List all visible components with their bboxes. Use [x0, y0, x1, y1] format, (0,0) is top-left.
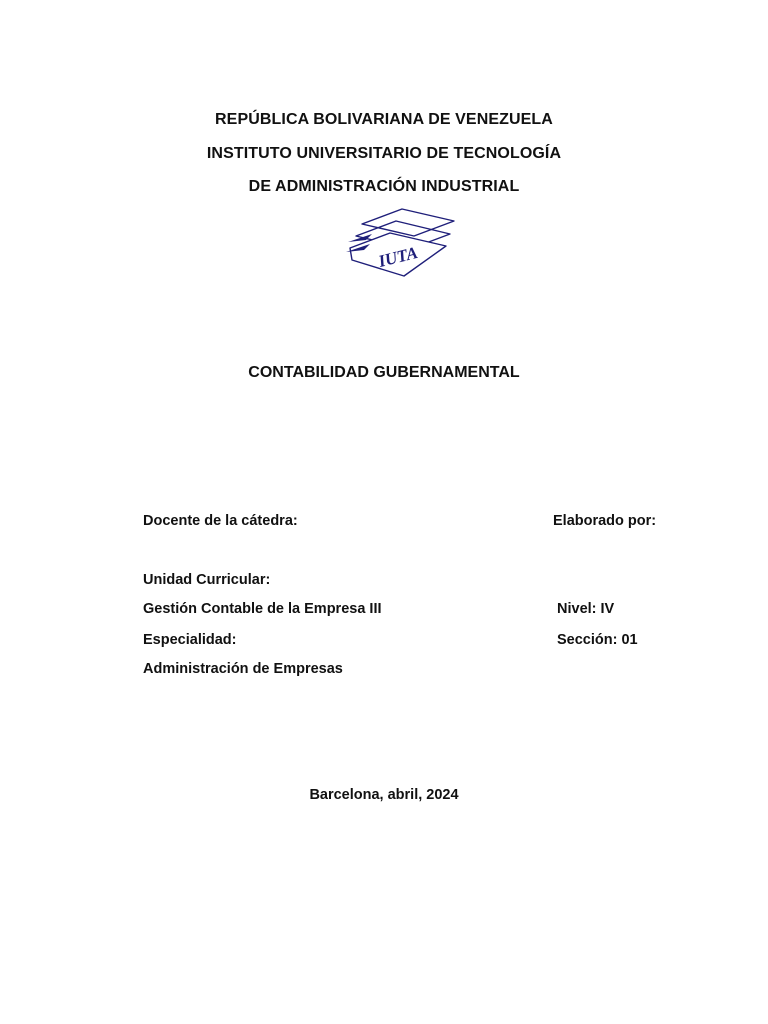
- seccion-value: Sección: 01: [557, 632, 638, 648]
- unidad-curricular-value: Gestión Contable de la Empresa III: [143, 601, 382, 617]
- document-title: CONTABILIDAD GUBERNAMENTAL: [248, 364, 520, 381]
- place-date: Barcelona, abril, 2024: [309, 787, 459, 803]
- header-line-administration: DE ADMINISTRACIÓN INDUSTRIAL: [248, 178, 520, 195]
- especialidad-label: Especialidad:: [143, 632, 237, 648]
- logo-text: IUTA: [376, 242, 420, 272]
- especialidad-value: Administración de Empresas: [143, 661, 343, 677]
- iuta-logo: [342, 204, 460, 282]
- elaborado-label: Elaborado por:: [553, 513, 657, 529]
- header-line-institute: INSTITUTO UNIVERSITARIO DE TECNOLOGÍA: [206, 145, 562, 162]
- docente-label: Docente de la cátedra:: [143, 513, 298, 529]
- unidad-curricular-label: Unidad Curricular:: [143, 572, 271, 588]
- nivel-value: Nivel: IV: [557, 601, 615, 617]
- header-line-republic: REPÚBLICA BOLIVARIANA DE VENEZUELA: [215, 111, 553, 128]
